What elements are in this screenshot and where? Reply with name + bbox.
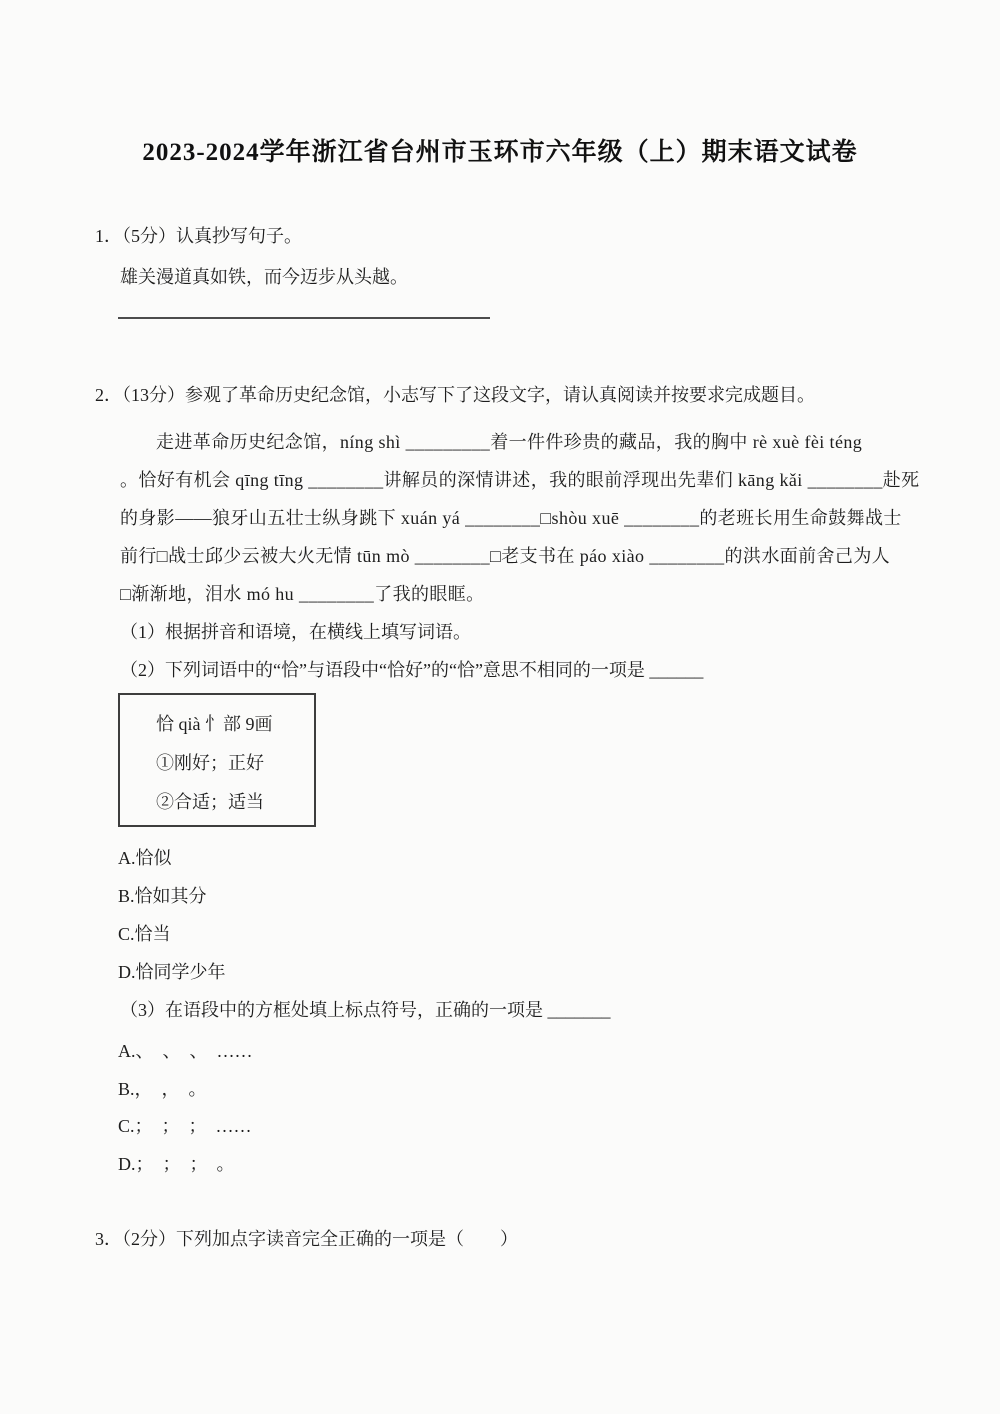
dict-entry-definition-1: ①刚好；正好 [156,753,264,773]
option-d: D.恰同学少年 [118,962,226,982]
dictionary-entry-box [118,693,316,827]
option-c: C.恰当 [118,924,171,944]
question-1-answer-line [118,317,490,319]
option-a: A.、 、 、 …… [118,1041,253,1061]
question-2-sub2: （2）下列词语中的“恰”与语段中“恰好”的“恰”意思不相同的一项是 ______ [120,660,704,680]
passage-line: 。恰好有机会 qīng tīng ________讲解员的深情讲述，我的眼前浮现出先辈们 kāng kǎi ________赴死 [120,470,920,490]
question-2-header: 2．（13分）参观了革命历史纪念馆，小志写下了这段文字，请认真阅读并按要求完成题目。 [95,385,815,405]
option-b: B.， ， 。 [118,1078,207,1099]
option-c: C.； ； ； …… [118,1116,252,1136]
question-2-sub1: （1）根据拼音和语境，在横线上填写词语。 [120,622,471,642]
question-2-sub2-options [118,839,1000,991]
passage-line: 的身影——狼牙山五壮士纵身跳下 xuán yá ________□shòu xuē ________的老班长用生命鼓舞战士 [120,508,902,528]
passage-line: 前行□战士邱少云被大火无情 tūn mò ________□老支书在 páo xiào ________的洪水面前舍己为人 [120,546,891,566]
question-1-header: 1．（5分）认真抄写句子。 [95,226,302,246]
page-title: 2023-2024学年浙江省台州市玉环市六年级（上）期末语文试卷 [142,139,858,166]
dict-entry-definition-2: ②合适；适当 [156,792,264,812]
passage-line: □渐渐地，泪水 mó hu ________了我的眼眶。 [120,584,485,604]
question-1-sentence: 雄关漫道真如铁，而今迈步从头越。 [120,267,408,287]
option-a: A.恰似 [118,848,172,868]
question-2-sub3-options [118,1033,1000,1183]
option-b: B.恰如其分 [118,886,207,906]
question-2-passage [120,423,1000,613]
question-2-sub3: （3）在语段中的方框处填上标点符号，正确的一项是 _______ [120,1000,611,1020]
question-3-header: 3．（2分）下列加点字读音完全正确的一项是（ ） [95,1229,518,1249]
dict-entry-head: 恰 qià 忄部 9画 [156,714,273,734]
passage-line: 走进革命历史纪念馆，níng shì _________着一件件珍贵的藏品，我的胸中 rè xuè fèi téng [156,432,863,452]
option-d: D.； ； ； 。 [118,1153,235,1174]
